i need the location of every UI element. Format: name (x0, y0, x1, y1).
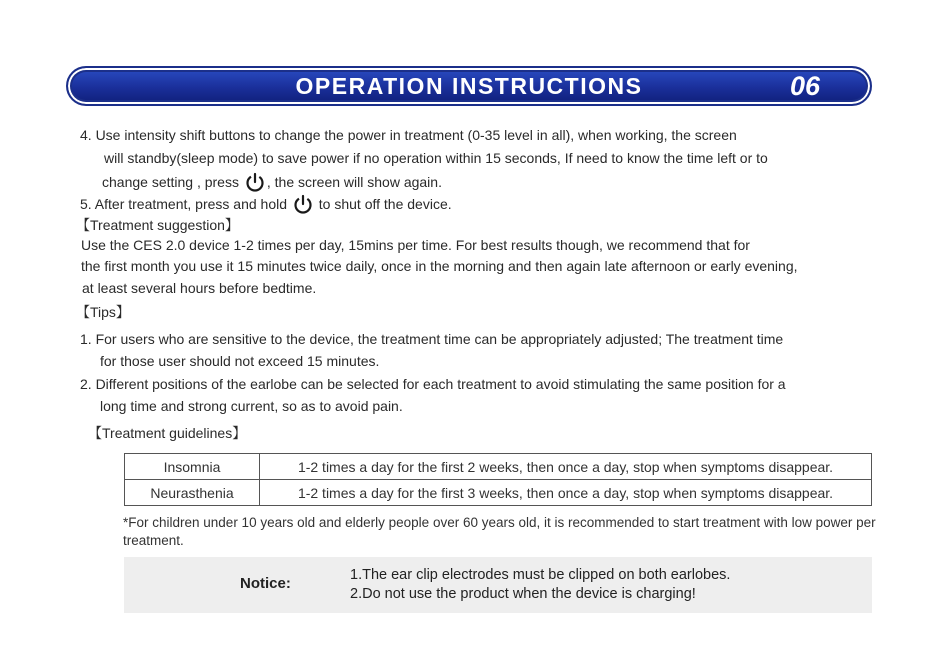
page-number: 06 (789, 71, 820, 101)
tips-heading: 【Tips】 (76, 304, 130, 320)
tip-1-line-1: 1. For users who are sensitive to the device, the treatment time can be appropriately adjusted; The treatment time (80, 331, 784, 347)
step-4-line-3-start: change setting , press (102, 174, 239, 190)
step-4-line-3-end: , the screen will show again. (266, 174, 442, 190)
schedule-cell: 1-2 times a day for the first 3 weeks, then once a day, stop when symptoms disappear. (260, 480, 872, 506)
notice-item-1: 1.The ear clip electrodes must be clipped on both earlobes. (350, 567, 731, 583)
notice-box (124, 557, 872, 613)
condition-cell: Neurasthenia (125, 480, 260, 506)
treatment-guidelines-heading: 【Treatment guidelines】 (88, 425, 247, 441)
notice-item-2: 2.Do not use the product when the device is charging! (350, 586, 696, 602)
age-footnote: *For children under 10 years old and elderly people over 60 years old, it is recommended to start treatment with low power per treatment. (123, 515, 876, 548)
step-4-line-1: 4. Use intensity shift buttons to change the power in treatment (0-35 level in all), when working, the screen (80, 127, 737, 143)
treatment-suggestion-line-3: at least several hours before bedtime. (82, 280, 317, 296)
notice-label: Notice: (240, 575, 291, 592)
notice-items (350, 566, 730, 604)
schedule-cell: 1-2 times a day for the first 2 weeks, then once a day, stop when symptoms disappear. (260, 454, 872, 480)
tip-2-line-2: long time and strong current, so as to avoid pain. (100, 398, 403, 414)
power-icon (293, 194, 313, 214)
treatment-suggestion-line-2: the first month you use it 15 minutes twice daily, once in the morning and then again late afternoon or early evening, (81, 258, 798, 274)
step-4-line-2: will standby(sleep mode) to save power if no operation within 15 seconds, If need to know the time left or to (104, 150, 768, 166)
table-row (125, 480, 872, 506)
guidelines-table (124, 453, 872, 506)
page-title: OPERATION INSTRUCTIONS (295, 73, 643, 99)
tip-2-line-1: 2. Different positions of the earlobe can be selected for each treatment to avoid stimulating the same position for a (80, 376, 786, 392)
step-5-end: to shut off the device. (318, 196, 452, 212)
step-5 (80, 194, 452, 214)
header-banner (66, 66, 872, 106)
table-row (125, 454, 872, 480)
step-4-line-3 (102, 172, 442, 192)
treatment-suggestion-line-1: Use the CES 2.0 device 1-2 times per day, 15mins per time. For best results though, we recommend that for (81, 237, 750, 253)
treatment-suggestion-heading: 【Treatment suggestion】 (76, 217, 239, 233)
tip-1-line-2: for those user should not exceed 15 minutes. (100, 353, 380, 369)
power-icon (245, 172, 265, 192)
condition-cell: Insomnia (125, 454, 260, 480)
step-5-start: 5. After treatment, press and hold (80, 196, 288, 212)
